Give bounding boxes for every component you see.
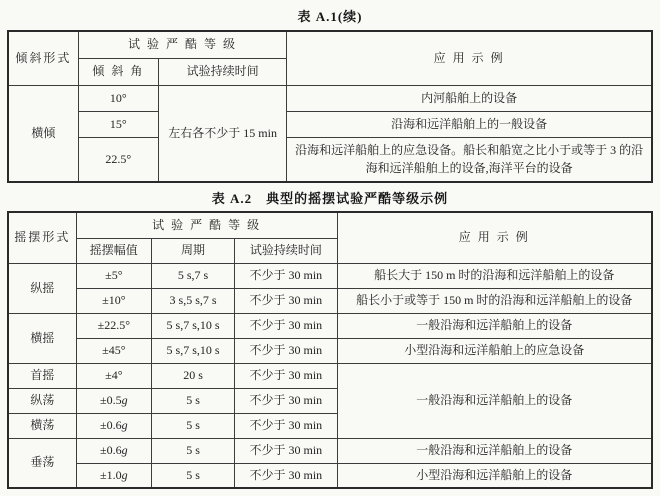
amplitude-cell — [76, 413, 151, 438]
period-cell: 5 s — [151, 463, 234, 488]
sway-form-cell: 横摇 — [8, 313, 76, 363]
tilt-form-cell: 横倾 — [8, 85, 78, 182]
amplitude-cell — [76, 388, 151, 413]
period-cell: 5 s,7 s — [151, 263, 234, 288]
amplitude-cell — [76, 338, 151, 363]
tilt-form-header-cell: 倾斜形式 — [8, 31, 78, 85]
table-a1-title: 表 A.1(续) — [297, 9, 363, 24]
amplitude-cell — [76, 288, 151, 313]
example-cell: 船长大于 150 m 时的沿海和远洋船舶上的设备 — [337, 263, 652, 288]
duration-cell: 不少于 30 min — [235, 313, 337, 338]
example-cell: 船长小于或等于 150 m 时的沿海和远洋船舶上的设备 — [337, 288, 652, 313]
amplitude-unit: g — [121, 443, 128, 458]
amplitude-value: ±45° — [102, 343, 126, 358]
period-cell: 3 s,5 s,7 s — [151, 288, 234, 313]
duration-header-cell: 试验持续时间 — [235, 238, 337, 263]
example-cell: 一般沿海和远洋船舶上的设备 — [337, 438, 652, 463]
tilt-angle-cell: 15° — [78, 111, 158, 137]
sway-form-cell: 纵摇 — [8, 263, 76, 313]
table-row — [8, 438, 652, 463]
amplitude-cell — [76, 363, 151, 388]
duration-cell: 左右各不少于 15 min — [158, 85, 286, 182]
tilt-angle-cell: 10° — [78, 85, 158, 111]
amplitude-value: ±0.6 — [100, 418, 122, 433]
period-cell: 5 s — [151, 438, 234, 463]
examples-header-cell: 应 用 示 例 — [337, 212, 652, 263]
duration-cell: 不少于 30 min — [235, 263, 337, 288]
example-cell: 小型沿海和远洋船舶上的设备 — [337, 463, 652, 488]
table-row — [8, 338, 652, 363]
sway-form-cell: 首摇 — [8, 363, 76, 388]
amplitude-unit: g — [121, 467, 128, 482]
amplitude-cell — [76, 313, 151, 338]
example-cell: 沿海和远洋船舶上的一般设备 — [287, 111, 652, 137]
example-cell: 小型沿海和远洋船舶上的应急设备 — [337, 338, 652, 363]
severity-header-cell: 试 验 严 酷 等 级 — [78, 31, 287, 58]
table-row — [8, 288, 652, 313]
duration-cell: 不少于 30 min — [235, 338, 337, 363]
table-a1 — [7, 30, 653, 183]
duration-cell: 不少于 30 min — [235, 288, 337, 313]
amplitude-value: ±5° — [105, 268, 123, 283]
examples-header-cell: 应 用 示 例 — [287, 31, 652, 85]
amplitude-value: ±10° — [102, 293, 126, 308]
table-row — [8, 137, 652, 182]
duration-cell: 不少于 30 min — [235, 413, 337, 438]
table-a2-title: 表 A.2 典型的摇摆试验严酷等级示例 — [211, 191, 449, 206]
amplitude-header-cell: 摇摆幅值 — [76, 238, 151, 263]
tilt-angle-header-cell: 倾 斜 角 — [78, 58, 158, 85]
duration-cell: 不少于 30 min — [235, 438, 337, 463]
period-cell: 5 s — [151, 413, 234, 438]
duration-header-cell: 试验持续时间 — [158, 58, 286, 85]
amplitude-value: ±0.5 — [100, 393, 122, 408]
table-row — [8, 31, 652, 58]
sway-form-cell: 横荡 — [8, 413, 76, 438]
sway-form-header-cell: 摇摆形式 — [8, 212, 76, 263]
example-cell: 内河船舶上的设备 — [287, 85, 652, 111]
duration-cell: 不少于 30 min — [235, 388, 337, 413]
amplitude-value: ±22.5° — [97, 318, 130, 333]
period-header-cell: 周期 — [151, 238, 234, 263]
table-row — [8, 363, 652, 388]
example-cell: 一般沿海和远洋船舶上的设备 — [337, 313, 652, 338]
period-cell: 5 s,7 s,10 s — [151, 313, 234, 338]
amplitude-cell — [76, 263, 151, 288]
table-row — [8, 263, 652, 288]
table-a2 — [7, 211, 653, 489]
amplitude-value: ±4° — [105, 368, 123, 383]
table-row — [8, 111, 652, 137]
period-cell: 5 s,7 s,10 s — [151, 338, 234, 363]
period-cell: 20 s — [151, 363, 234, 388]
sway-form-cell: 纵荡 — [8, 388, 76, 413]
table-row — [8, 85, 652, 111]
table-row — [8, 212, 652, 238]
amplitude-unit: g — [121, 393, 128, 408]
amplitude-value: ±0.6 — [100, 443, 122, 458]
table-row — [8, 463, 652, 488]
severity-header-cell: 试 验 严 酷 等 级 — [76, 212, 337, 238]
amplitude-unit: g — [121, 418, 128, 433]
period-cell: 5 s — [151, 388, 234, 413]
duration-cell: 不少于 30 min — [235, 463, 337, 488]
example-cell: 一般沿海和远洋船舶上的设备 — [337, 363, 652, 438]
table-row — [8, 313, 652, 338]
amplitude-value: ±1.0 — [100, 467, 122, 482]
amplitude-cell — [76, 438, 151, 463]
duration-cell: 不少于 30 min — [235, 363, 337, 388]
amplitude-cell — [76, 463, 151, 488]
tilt-angle-cell: 22.5° — [78, 137, 158, 182]
example-cell: 沿海和远洋船舶上的应急设备。船长和船宽之比小于或等于 3 的沿海和远洋船舶上的设备,海洋平台的设备 — [287, 137, 652, 182]
sway-form-cell: 垂荡 — [8, 438, 76, 488]
